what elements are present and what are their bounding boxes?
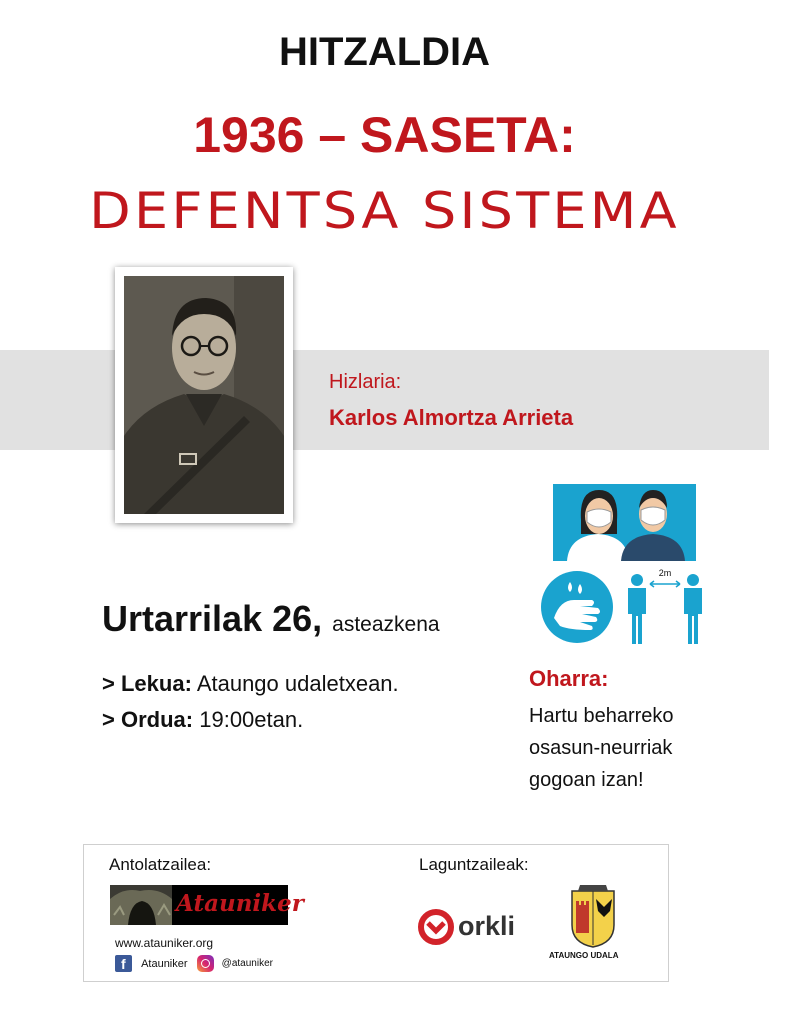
event-date-text: Urtarrilak 26, <box>102 598 323 639</box>
time-bullet: > <box>102 707 115 732</box>
social-distance-icon <box>622 566 708 646</box>
title-line-1: 1936 – SASETA: <box>193 107 576 163</box>
speaker-photo-frame <box>115 267 293 523</box>
speaker-name: Karlos Almortza Arrieta <box>329 405 574 430</box>
instagram-icon[interactable] <box>197 955 214 972</box>
place-row <box>102 671 399 697</box>
note-title: Oharra: <box>529 666 609 691</box>
orkli-mark-icon <box>418 909 454 945</box>
place-value: Ataungo udaletxean. <box>196 671 399 696</box>
distance-label: 2m <box>658 568 672 578</box>
hand-washing-icon <box>540 570 614 644</box>
orkli-text: orkli <box>458 911 516 941</box>
instagram-handle[interactable]: @atauniker <box>221 958 273 969</box>
time-row <box>102 707 303 733</box>
time-label: Ordua: <box>120 707 194 732</box>
event-kicker: HITZALDIA <box>278 30 491 74</box>
town-crest-icon <box>568 883 618 949</box>
organizer-logo-text: Atauniker <box>176 890 304 917</box>
facebook-handle[interactable]: Atauniker <box>141 957 188 970</box>
title-line-2: DEFENTSA SISTEMA <box>89 182 680 240</box>
place-bullet: > <box>102 671 115 696</box>
facebook-icon[interactable]: f <box>115 955 132 972</box>
note-line-3: gogoan izan! <box>529 769 644 791</box>
speaker-portrait-icon <box>124 276 284 514</box>
orkli-logo <box>418 907 528 947</box>
organizer-label: Antolatzailea: <box>109 855 212 874</box>
note-line-1: Hartu beharreko <box>529 705 674 727</box>
cave-photo-icon <box>110 885 172 925</box>
event-weekday: asteazkena <box>332 613 440 636</box>
social-row <box>115 955 273 975</box>
speaker-label: Hizlaria: <box>329 371 402 393</box>
time-value: 19:00etan. <box>199 707 304 732</box>
town-name: ATAUNGO UDALA <box>549 951 619 960</box>
place-label: Lekua: <box>120 671 192 696</box>
organizer-website-link[interactable]: www.atauniker.org <box>115 936 214 950</box>
speaker-photo <box>124 276 284 514</box>
sponsors-label: Laguntzaileak: <box>419 855 529 874</box>
footer-box <box>83 844 669 982</box>
masked-people-icon <box>553 484 696 561</box>
note-line-2: osasun-neurriak <box>529 737 673 759</box>
organizer-logo <box>110 885 304 925</box>
event-date <box>102 598 440 640</box>
